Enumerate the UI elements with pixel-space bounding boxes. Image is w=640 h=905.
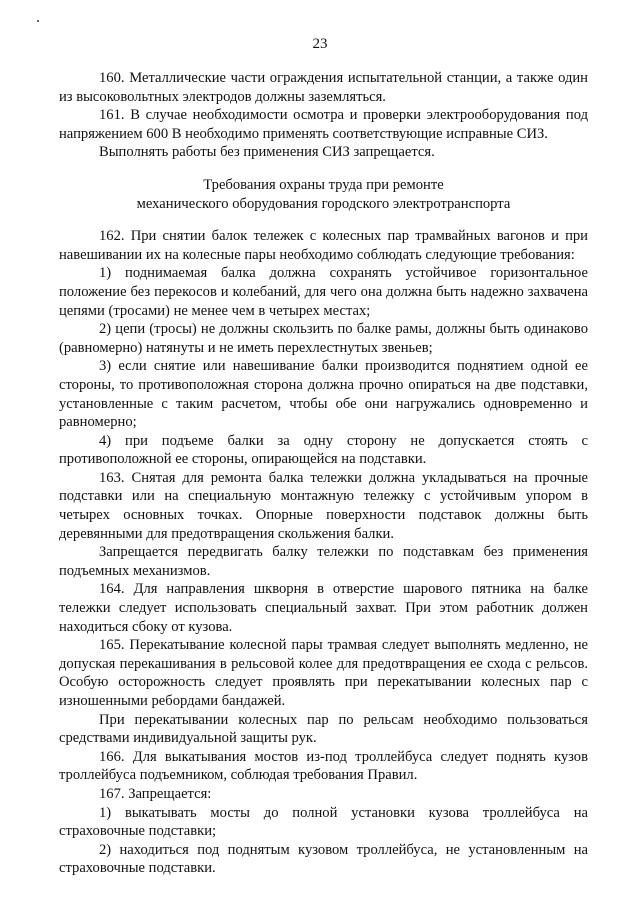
paragraph-167: 167. Запрещается: [99,785,212,802]
section-heading [59,176,588,213]
paragraph-165: 165. Перекатывание колесной пары трамвая следует выполнять медленно, не допуская перекашивания в рельсовой колее для предотвращения ее схода с рельсов. Особую осторожность следует проявлять при перекатывании колесных пар с изношенными ребордами бандажей. [59,637,588,709]
section-heading-line-2: механического оборудования городского электротранспорта [136,195,511,212]
section-heading-line-1: Требования охраны труда при ремонте [203,176,444,193]
page-number: 23 [312,36,328,52]
paragraph-161: 161. В случае необходимости осмотра и проверки электрооборудования под напряжением 600 В необходимо применять соответствующие исправные СИЗ. [59,107,588,142]
paragraph-167-item-2: 2) находиться под поднятым кузовом троллейбуса, не установленным на страховочные подставки. [59,841,588,877]
document-body [59,69,588,878]
paragraph-167-item-1: 1) выкатывать мосты до полной установки кузова троллейбуса на страховочные подставки; [59,804,588,840]
paragraph-163-prohibition: Запрещается передвигать балку тележки по подставкам без применения подъемных механизмов. [59,544,588,579]
paragraph-163: 163. Снятая для ремонта балка тележки должна укладываться на прочные подставки или на специальную монтажную тележку с устойчивым упором в четырех основных точках. Опорные поверхности подставок должны быть деревянными для предотвращения скольжения балки. [59,469,588,542]
paragraph-166: 166. Для выкатывания мостов из-под троллейбуса следует поднять кузов троллейбуса подъемником, соблюдая требования Правил. [59,748,588,784]
paragraph-160: 160. Металлические части ограждения испытательной станции, а также один из высоковольтных электродов должны заземляться. [59,70,588,105]
paragraph-162-item-2: 2) цепи (тросы) не должны скользить по балке рамы, должны быть одинаково (равномерно) натянуты и не иметь перехлестнутых звеньев; [59,321,588,356]
paragraph-162-item-4: 4) при подъеме балки за одну сторону не допускается стоять с противоположной ее стороны, опирающейся на подставки. [59,432,588,468]
paragraph-165-ppe: При перекатывании колесных пар по рельсам необходимо пользоваться средствами индивидуальной защиты рук. [59,711,588,747]
paragraph-162: 162. При снятии балок тележек с колесных пар трамвайных вагонов и при навешивании их на колесные пары необходимо соблюдать следующие требования: [59,228,588,263]
paragraph-162-item-1: 1) поднимаемая балка должна сохранять устойчивое горизонтальное положение без перекосов и колебаний, для чего она должна быть надежно захвачена цепями (тросами) не менее чем в четырех местах; [59,265,588,319]
paragraph-siz-prohibition: Выполнять работы без применения СИЗ запрещается. [99,144,435,161]
paragraph-162-item-3: 3) если снятие или навешивание балки производится поднятием одной ее стороны, то противоположная сторона должна прочно опираться на две подставки, установленные с таким расчетом, чтобы обе они нагружались одновременно и равномерно; [59,358,588,431]
paragraph-164: 164. Для направления шкворня в отверстие шарового пятника на балке тележки следует использовать специальный захват. При этом работник должен находиться сбоку от кузова. [59,581,588,635]
scan-speck [37,20,39,22]
